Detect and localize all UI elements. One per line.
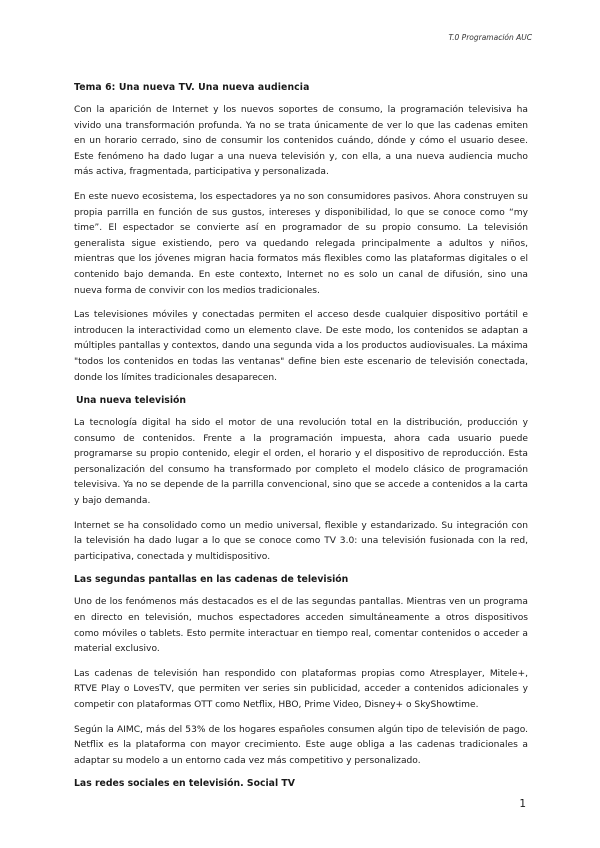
section-heading: Las segundas pantallas en las cadenas de televisión	[74, 574, 349, 586]
paragraph: Las televisiones móviles y conectadas permiten el acceso desde cualquier dispositivo portátil e introducen la interactividad como un elemento clave. De este modo, los contenidos se adaptan a múltiples pantallas y contextos, dando una segunda vida a los productos audiovisuales. La máxima "todos los contenidos en todas las ventanas" define bien este escenario de televisión conectada, donde los límites tradicionales desaparecen.	[74, 310, 528, 383]
paragraph: En este nuevo ecosistema, los espectadores ya no son consumidores pasivos. Ahora construyen su propia parrilla en función de sus gustos, intereses y disponibilidad, lo que se conoce como “my time”. El espectador se convierte así en programador de su propio consumo. La televisión generalista sigue existiendo, pero va quedando relegada principalmente a adultos y niños, mientras que los jóvenes migran hacia formatos más flexibles como las plataformas digitales o el contenido bajo demanda. En este contexto, Internet no es solo un canal de difusión, sino una nueva forma de convivir con los medios tradicionales.	[74, 191, 528, 296]
page-number: 1	[519, 798, 526, 810]
paragraph: Uno de los fenómenos más destacados es el de las segundas pantallas. Mientras ven un programa en directo en televisión, muchos espectadores acceden simultáneamente a otros dispositivos como móviles o tablets. Esto permite interactuar en tiempo real, comentar contenidos o acceder a material exclusivo.	[74, 597, 528, 655]
paragraph: La tecnología digital ha sido el motor de una revolución total en la distribución, producción y consumo de contenidos. Frente a la programación impuesta, ahora cada usuario puede programarse su propio contenido, elegir el orden, el horario y el dispositivo de reproducción. Esta personalización del consumo ha transformado por completo el modelo clásico de programación televisiva. Ya no se depende de la parrilla convencional, sino que se accede a contenidos a la carta y bajo demanda.	[74, 418, 528, 507]
section-heading: Las redes sociales en televisión. Social TV	[74, 778, 295, 790]
paragraph: Internet se ha consolidado como un medio universal, flexible y estandarizado. Su integración con la televisión ha dado lugar a lo que se conoce como TV 3.0: una televisión fusionada con la red, participativa, conectada y multidispositivo.	[74, 520, 528, 562]
page-title: Tema 6: Una nueva TV. Una nueva audiencia	[74, 82, 310, 93]
page-header: T.0 Programación AUC	[448, 33, 532, 42]
document-body	[74, 82, 528, 799]
paragraph: Con la aparición de Internet y los nuevos soportes de consumo, la programación televisiva ha vivido una transformación profunda. Ya no se trata únicamente de ver lo que las cadenas emiten en un horario cerrado, sino de consumir los contenidos cuándo, dónde y cómo el usuario desee. Este fenómeno ha dado lugar a una nueva televisión y, con ella, a una nueva audiencia mucho más activa, fragmentada, participativa y personalizada.	[74, 105, 528, 178]
paragraph: Según la AIMC, más del 53% de los hogares españoles consumen algún tipo de televisión de pago. Netflix es la plataforma con mayor crecimiento. Este auge obliga a las cadenas tradicionales a adaptar su modelo a un entorno cada vez más competitivo y personalizado.	[74, 724, 528, 766]
section-heading: Una nueva televisión	[76, 395, 187, 407]
paragraph: Las cadenas de televisión han respondido con plataformas propias como Atresplayer, Mitele+, RTVE Play o LovesTV, que permiten ver series sin publicidad, acceder a contenidos adicionales y competir con plataformas OTT como Netflix, HBO, Prime Video, Disney+ o SkyShowtime.	[74, 668, 528, 710]
